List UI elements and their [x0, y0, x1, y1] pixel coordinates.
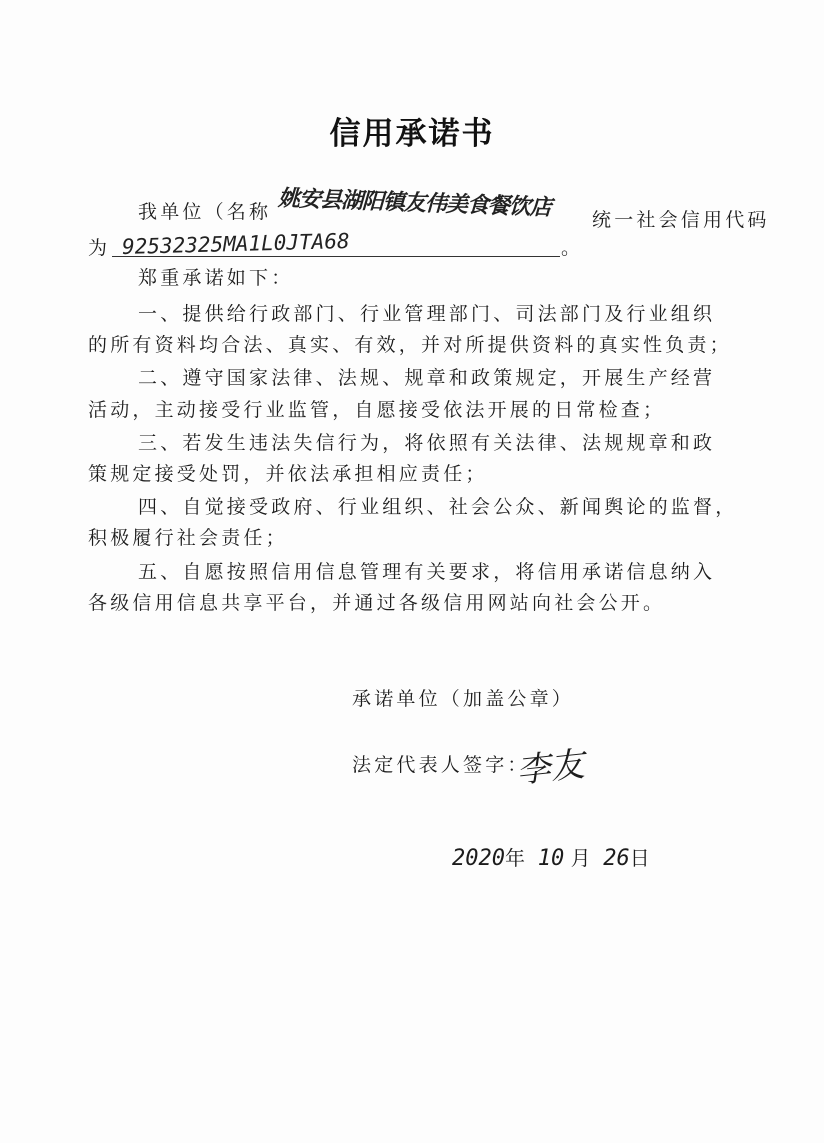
date-month-label: 月 — [570, 846, 591, 870]
item-2-line-1: 二、遵守国家法律、法规、规章和政策规定，开展生产经营 — [138, 367, 716, 389]
item-3-line-2: 策规定接受处罚，并依法承担相应责任； — [88, 463, 488, 485]
code-suffix: 。 — [561, 237, 584, 259]
legal-rep-signature: 李友 — [514, 744, 587, 792]
intro-suffix: 统一社会信用代码 — [592, 209, 770, 231]
item-5-line-1: 五、自愿按照信用信息管理有关要求，将信用承诺信息纳入 — [138, 561, 716, 583]
unit-name-handwritten: 姚安县湖阳镇友伟美食餐饮店 — [277, 185, 552, 221]
item-1-line-1: 一、提供给行政部门、行业管理部门、司法部门及行业组织 — [138, 303, 716, 325]
item-5-line-2: 各级信用信息共享平台，并通过各级信用网站向社会公开。 — [88, 592, 666, 614]
item-4-line-2: 积极履行社会责任； — [88, 527, 288, 549]
signing-unit-label: 承诺单位（加盖公章） — [352, 688, 575, 710]
item-4-line-1: 四、自觉接受政府、行业组织、社会公众、新闻舆论的监督， — [138, 496, 738, 518]
legal-rep-label: 法定代表人签字： — [352, 754, 530, 776]
signing-date — [452, 842, 650, 871]
date-day-handwritten: 26 — [603, 846, 630, 871]
item-2-line-2: 活动，主动接受行业监管，自愿接受依法开展的日常检查； — [88, 399, 666, 421]
lead-in: 郑重承诺如下： — [138, 267, 294, 289]
code-prefix: 为 — [88, 237, 111, 259]
date-day-label: 日 — [629, 846, 650, 870]
date-year-handwritten: 2020 — [452, 846, 505, 871]
item-3-line-1: 三、若发生违法失信行为，将依照有关法律、法规规章和政 — [138, 432, 716, 454]
document-title: 信用承诺书 — [329, 116, 495, 152]
item-1-line-2: 的所有资料均合法、真实、有效，并对所提供资料的真实性负责； — [88, 334, 732, 356]
intro-prefix: 我单位（名称 — [138, 201, 272, 223]
date-month-handwritten: 10 — [537, 846, 565, 871]
date-year-label: 年 — [504, 846, 525, 870]
credit-code-handwritten: 92532325MA1L0JTA68 — [121, 229, 350, 259]
code-underline — [112, 256, 560, 257]
